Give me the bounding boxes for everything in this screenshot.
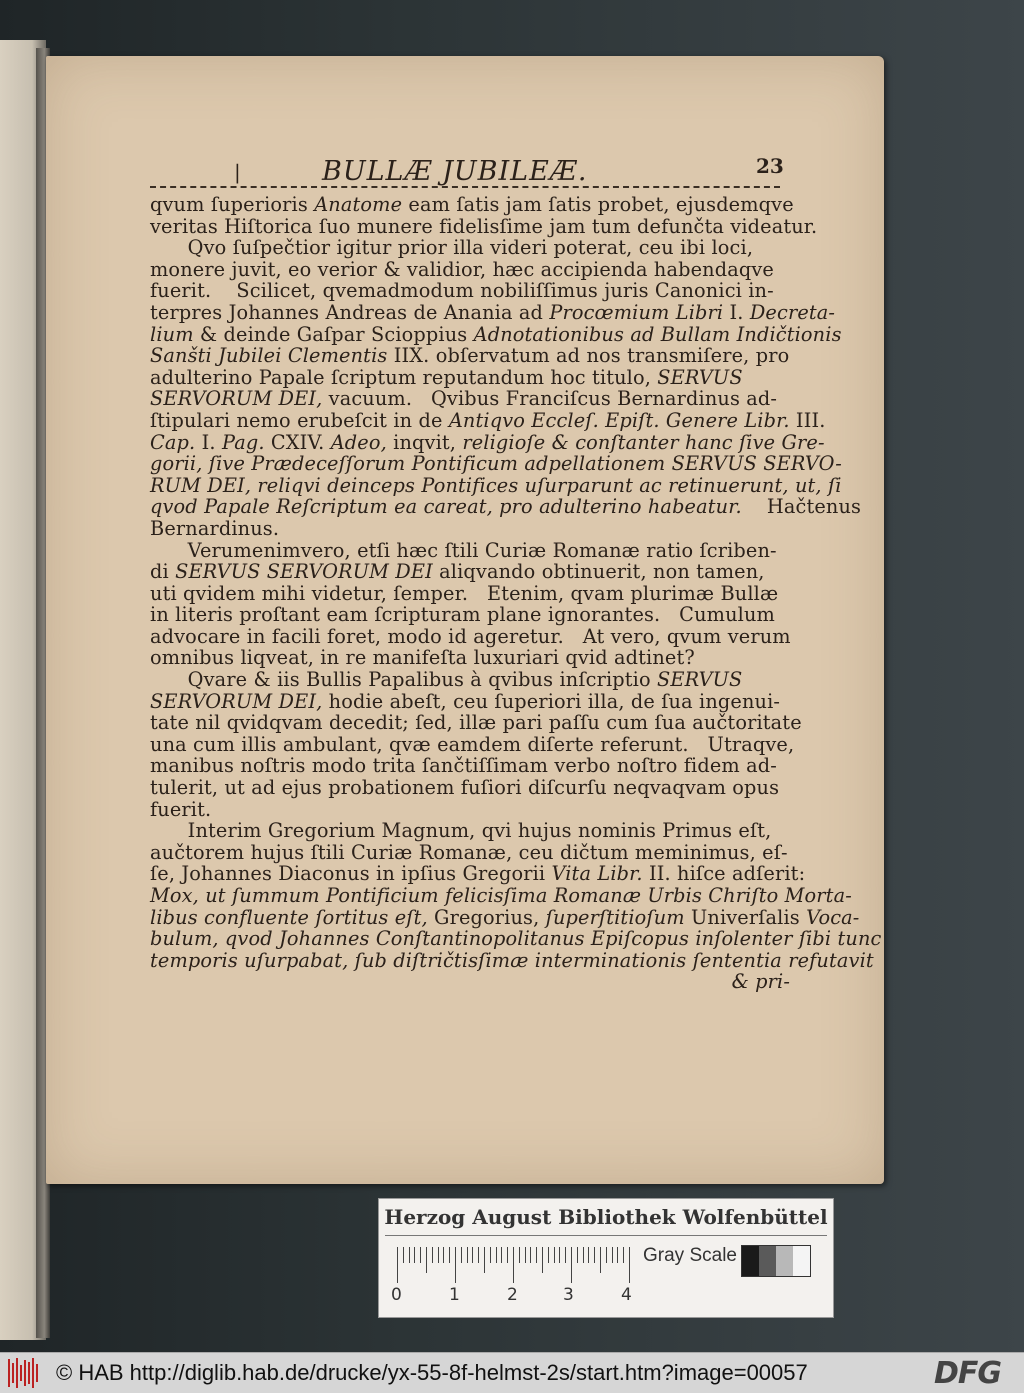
strip-divider [385, 1235, 827, 1236]
text-segment: ſtipulari nemo erubeſcit in de [150, 408, 449, 432]
text-segment: monere juvit, eo verior & validior, hæc accipienda habendaqve [150, 257, 774, 281]
italic-segment: qvod Papale Reſcriptum ea careat, pro adulterino habeatur. [150, 495, 742, 519]
header-ornament: | [234, 160, 241, 184]
gray-scale-bar [741, 1245, 811, 1277]
logo-bar [36, 1364, 38, 1382]
ruler-tick [403, 1247, 404, 1263]
viewer-footer [0, 1352, 1024, 1393]
ruler-tick [507, 1247, 508, 1263]
ruler-tick [629, 1247, 630, 1283]
text-segment: omnibus liqveat, in re manifeſta luxuriari qvid adtinet? [150, 646, 695, 670]
text-line [150, 540, 790, 562]
text-line [150, 193, 794, 216]
text-line [150, 799, 790, 821]
italic-segment: Anatome [314, 193, 403, 216]
text-segment: tulerit, ut ad ejus probationem fuſiori diſcurſu neqvaqvam opus [150, 776, 780, 800]
text-segment: aliqvando obtinuerit, non tamen, [432, 560, 765, 584]
text-line [150, 820, 790, 842]
ruler-tick [577, 1247, 578, 1263]
italic-segment: ſuperſtitioſum [545, 905, 685, 929]
running-title: BULLÆ JUBILEÆ. [322, 156, 588, 187]
logo-bar [12, 1363, 14, 1383]
text-segment: fuerit. [150, 797, 212, 821]
ruler-tick [414, 1247, 415, 1263]
ruler-tick [588, 1247, 589, 1263]
dfg-logo: DFG [934, 1356, 1002, 1391]
ruler-tick [548, 1247, 549, 1263]
ruler-tick [559, 1247, 560, 1263]
gray-patch [759, 1246, 776, 1276]
text-segment: IIX. obſervatum ad nos transmiſere, pro [387, 344, 790, 368]
italic-segment: Sanšti Jubilei Clementis [150, 344, 388, 368]
italic-segment: Adeo, [330, 430, 387, 454]
italic-segment: religioſe & conſtanter hanc ſive Gre- [462, 430, 825, 454]
header-rule [150, 186, 780, 188]
gray-patch [776, 1246, 793, 1276]
text-line [150, 691, 790, 713]
text-segment: terpres Johannes Andreas de Anania ad [150, 300, 550, 324]
text-segment: I. [723, 300, 750, 324]
text-segment: una cum illis ambulant, qvæ eamdem diſerte referunt. Utraqve, [150, 732, 795, 756]
text-line [150, 367, 790, 389]
text-segment: adulterino Papale ſcriptum reputandum hoc titulo, [150, 365, 658, 389]
ruler-tick [554, 1247, 555, 1263]
text-line [150, 862, 806, 886]
text-segment: veritas Hiſtorica ſuo munere fidelisſime jam tum defunčta videatur. [150, 214, 818, 238]
gray-patch [793, 1246, 810, 1276]
logo-bar [16, 1358, 18, 1388]
italic-segment: Antiqvo Eccleſ. Epiſt. Genere Libr. [448, 408, 790, 432]
text-segment: & deinde Gaſpar Scioppius [193, 322, 474, 346]
ruler-tick [496, 1247, 497, 1263]
text-segment: advocare in facili foret, modo id ageretur. At vero, qvum verum [150, 624, 791, 648]
text-line [150, 561, 790, 583]
ruler-tick [600, 1247, 601, 1273]
ruler-tick [606, 1247, 607, 1263]
text-segment: Gregorius, [427, 905, 546, 929]
text-line [150, 905, 860, 929]
ruler-tick [501, 1247, 502, 1263]
text-segment: Qvare & iis Bullis Papalibus à qvibus inſcriptio [150, 668, 658, 692]
text-line [150, 884, 852, 907]
logo-bar [24, 1360, 26, 1386]
text-segment: Bernardinus. [150, 516, 280, 540]
italic-segment: libus confluente ſortitus eſt, [150, 905, 428, 929]
italic-segment: Procœmium Libri [549, 300, 724, 324]
ruler-tick [530, 1247, 531, 1263]
text-line [150, 842, 790, 864]
text-line [150, 408, 826, 432]
ruler-tick [490, 1247, 491, 1263]
ruler-tick [409, 1247, 410, 1263]
text-line [150, 669, 790, 691]
ruler-tick [426, 1247, 427, 1273]
italic-segment: SERVUS [657, 668, 743, 692]
italic-segment: bulum, qvod Johannes Conſtantinopolitanus Epiſcopus inſolenter ſibi tunc [150, 927, 882, 951]
text-line [150, 214, 818, 238]
italic-segment: SERVUS SERVORUM DEI [175, 560, 433, 584]
text-segment: aučtorem hujus ſtili Curiæ Romanæ, ceu dičtum meminimus, eſ- [150, 840, 788, 864]
text-line [150, 626, 790, 648]
gray-patch [742, 1246, 759, 1276]
text-segment: Qvo ſuſpečtior igitur prior illa videri poterat, ceu ibi loci, [150, 236, 754, 260]
body-text [150, 193, 882, 994]
scale-number: 1 [449, 1285, 460, 1305]
italic-segment: Voca- [806, 905, 860, 929]
ruler-tick [420, 1247, 421, 1263]
ruler-tick [449, 1247, 450, 1263]
text-line [150, 604, 790, 626]
text-line [150, 732, 795, 756]
text-line [150, 345, 790, 367]
ruler-tick [397, 1247, 398, 1283]
gray-scale-label: Gray Scale [643, 1245, 737, 1266]
text-segment: fuerit. Scilicet, qvemadmodum nobiliſſimus juris Canonici in- [150, 279, 774, 303]
ruler-tick [542, 1247, 543, 1273]
ruler-tick [536, 1247, 537, 1263]
text-line [150, 280, 790, 302]
italic-segment: RUM DEI, reliqvi deinceps Pontifices uſurparunt ac retinuerunt, ut, ſi [150, 473, 842, 497]
italic-segment: SERVUS [657, 365, 743, 389]
text-segment: in literis proſtant eam ſcripturam plane ignorantes. Cumulum [150, 603, 775, 627]
italic-segment: Mox, ut ſummum Pontificium felicisſima Romanæ Urbis Chriſto Morta- [150, 884, 852, 907]
italic-segment: Cap. [150, 430, 196, 454]
text-segment: ſe, Johannes Diaconus in ipſius Gregorii [150, 862, 552, 886]
italic-segment: Adnotationibus ad Bullam Indičtionis [473, 322, 842, 346]
text-segment: inqvit, [386, 430, 463, 454]
text-line [150, 495, 862, 519]
text-segment: eam ſatis jam ſatis probet, ejusdemqve [402, 193, 794, 216]
ruler-tick [467, 1247, 468, 1263]
text-segment: tate nil qvidqvam decedit; ſed, illæ pari paſſu cum ſua aučtoritate [150, 711, 802, 735]
text-line [150, 473, 842, 497]
text-segment: uti qvidem mihi videtur, ſemper. Etenim, qvam plurimæ Bullæ [150, 581, 779, 605]
logo-bar [8, 1359, 10, 1387]
text-segment: Hačtenus [741, 495, 862, 519]
italic-segment: Pag. [221, 430, 265, 454]
ruler-tick [623, 1247, 624, 1263]
scale-number: 2 [507, 1285, 518, 1305]
scale-number: 4 [621, 1285, 632, 1305]
ruler-tick [455, 1247, 456, 1283]
text-line [150, 971, 790, 993]
ruler-tick [478, 1247, 479, 1263]
library-name: Herzog August Bibliothek Wolfenbüttel [384, 1205, 828, 1229]
logo-bar [32, 1358, 34, 1388]
italic-segment: Decreta- [749, 300, 836, 324]
text-line [150, 237, 790, 259]
ruler-tick [461, 1247, 462, 1263]
italic-segment: temporis uſurpabat, ſub diſtričtisſimæ interminationis ſententia refutavit [150, 948, 874, 972]
italic-segment: gorii, ſive Prædeceſſorum Pontificum adpellationem SERVUS SERVO- [150, 452, 842, 476]
italic-segment: & pri- [731, 970, 790, 994]
text-line [150, 518, 790, 540]
page-header [150, 154, 790, 194]
ruler-tick [565, 1247, 566, 1263]
italic-segment: Vita Libr. [551, 862, 643, 886]
text-segment: hodie abeſt, ceu ſuperiori illa, de ſua ingenui- [322, 689, 781, 713]
ruler-tick [484, 1247, 485, 1273]
logo-bar [20, 1365, 22, 1381]
text-line [150, 948, 874, 972]
text-line [150, 300, 836, 324]
text-segment: manibus noſtris modo trita ſančtiſſimam verbo noſtro fidem ad- [150, 754, 777, 778]
italic-segment: lium [150, 322, 194, 346]
scale-ruler [397, 1247, 629, 1283]
italic-segment: SERVORUM DEI, [150, 387, 323, 411]
text-segment: CXIV. [264, 430, 331, 454]
text-segment: II. hiſce adſerit: [642, 862, 806, 886]
library-color-strip [378, 1198, 834, 1318]
text-segment: Interim Gregorium Magnum, qvi hujus nominis Primus eſt, [150, 819, 772, 843]
text-line [150, 259, 790, 281]
ruler-tick [519, 1247, 520, 1263]
text-segment: vacuum. Qvibus Franciſcus Bernardinus ad- [322, 387, 778, 411]
ruler-tick [472, 1247, 473, 1263]
text-segment: Univerſalis [684, 905, 807, 929]
text-line [150, 777, 790, 799]
scale-number: 3 [563, 1285, 574, 1305]
ruler-tick [513, 1247, 514, 1283]
text-line [150, 583, 790, 605]
page-text-block [150, 154, 882, 994]
italic-segment: SERVORUM DEI, [150, 689, 323, 713]
text-segment: III. [789, 408, 826, 432]
ruler-tick [525, 1247, 526, 1263]
scale-number: 0 [391, 1285, 402, 1305]
text-line [150, 755, 790, 777]
text-segment: di [150, 560, 176, 584]
text-line [150, 388, 790, 410]
ruler-tick [617, 1247, 618, 1263]
logo-bar [28, 1362, 30, 1384]
text-line [150, 452, 842, 476]
ruler-tick [438, 1247, 439, 1263]
ruler-tick [432, 1247, 433, 1263]
text-segment: I. [195, 430, 222, 454]
text-line [150, 647, 790, 669]
text-line [150, 322, 842, 346]
ruler-tick [443, 1247, 444, 1263]
page-number: 23 [756, 154, 784, 178]
text-segment: Verumenimvero, etſi hæc ſtili Curiæ Romanæ ratio ſcriben- [150, 538, 777, 562]
text-segment: qvum ſuperioris [150, 193, 315, 216]
text-line [150, 430, 825, 454]
ruler-tick [594, 1247, 595, 1263]
ruler-tick [571, 1247, 572, 1283]
text-line [150, 927, 882, 951]
copyright-url[interactable]: © HAB http://diglib.hab.de/drucke/yx-55-8f-helmst-2s/start.htm?image=00057 [56, 1360, 808, 1385]
ruler-tick [583, 1247, 584, 1263]
book-page [46, 56, 884, 1184]
text-line [150, 711, 802, 735]
hab-logo-icon [8, 1357, 48, 1389]
ruler-tick [612, 1247, 613, 1263]
